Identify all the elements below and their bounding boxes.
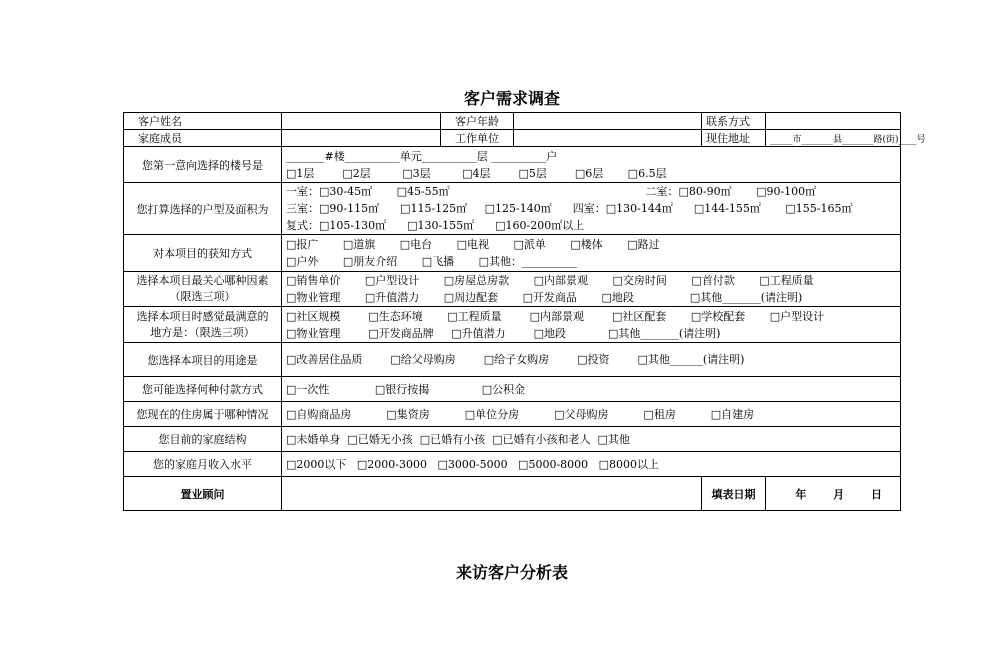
date-label: 填表日期 [702, 477, 766, 511]
page-title: 客户需求调查 [463, 89, 560, 108]
option-line[interactable]: □物业管理 □升值潜力 □周边配套 □开发商品 □地段 □其他_______(请注明) [286, 291, 803, 304]
customer-age-label: 客户年龄 [441, 113, 514, 130]
question-label-line: 选择本项目时感觉最满意的 地方是：（限选三项） [136, 309, 269, 339]
question-label: 您的家庭月收入水平 [124, 452, 282, 477]
contact-field[interactable] [766, 113, 901, 130]
family-label: 家庭成员 [124, 130, 282, 147]
option-line[interactable]: □1层 □2层 □3层 □4层 □5层 □6层 □6.5层 [286, 166, 667, 180]
question-options[interactable] [282, 452, 901, 477]
question-options[interactable] [282, 427, 901, 452]
option-line[interactable]: □户外 □朋友介绍 □飞播 □其他：__________ [286, 255, 577, 268]
option-line[interactable]: □报广 □道旗 □电台 □电视 □派单 □楼体 □路过 [286, 238, 660, 251]
question-row [124, 307, 901, 343]
option-line[interactable]: 复式：□105-130㎡ □130-155㎡ □160-200㎡以上 [286, 219, 585, 232]
contact-label: 联系方式 [702, 113, 766, 130]
customer-age-field[interactable] [514, 113, 702, 130]
header-row-1 [124, 113, 901, 130]
customer-name-label: 客户姓名 [124, 113, 282, 130]
option-line[interactable]: □社区规模 □生态环境 □工程质量 □内部景观 □社区配套 □学校配套 □户型设计 [286, 309, 825, 323]
question-label: 您第一意向选择的楼号是 [124, 147, 282, 183]
question-row [124, 402, 901, 427]
question-row [124, 272, 901, 307]
question-label: 您目前的家庭结构 [124, 427, 282, 452]
header-row-2 [124, 130, 901, 147]
survey-table [123, 112, 926, 511]
question-row [124, 147, 901, 183]
option-line[interactable]: □2000以下 □2000-3000 □3000-5000 □5000-8000 □8000以上 [286, 457, 660, 471]
option-line[interactable]: □一次性 □银行按揭 □公积金 [286, 382, 526, 396]
question-row [124, 427, 901, 452]
address-label: 现住地址 [702, 130, 766, 147]
option-line[interactable]: _______#楼__________单元__________层 __________户 [286, 149, 558, 163]
consultant-label: 置业顾问 [124, 477, 282, 511]
question-label: 对本项目的获知方式 [124, 235, 282, 272]
family-field[interactable] [282, 130, 441, 147]
question-row [124, 235, 901, 272]
question-options[interactable] [282, 402, 901, 427]
option-line[interactable]: □销售单价 □户型设计 □房屋总房款 □内部景观 □交房时间 □首付款 □工程质量 [286, 274, 814, 287]
question-label [124, 272, 282, 307]
option-line[interactable]: □自购商品房 □集资房 □单位分房 □父母购房 □租房 □自建房 [286, 407, 755, 421]
question-label-line: 选择本项目最关心哪种因素 （限选三项） [136, 274, 269, 303]
question-options[interactable] [282, 343, 901, 377]
footer-title: 来访客户分析表 [455, 563, 568, 582]
question-options[interactable] [282, 377, 901, 402]
work-unit-label: 工作单位 [441, 130, 514, 147]
consultant-field[interactable] [282, 477, 702, 511]
work-unit-field[interactable] [514, 130, 702, 147]
question-row [124, 377, 901, 402]
question-row [124, 183, 901, 235]
question-options[interactable] [282, 307, 901, 343]
customer-name-field[interactable] [282, 113, 441, 130]
address-field[interactable]: _____市_______县_______路(街)____号 [766, 130, 901, 147]
question-label: 您现在的住房属于哪种情况 [124, 402, 282, 427]
option-line[interactable]: □改善居住品质 □给父母购房 □给子女购房 □投资 □其他______(请注明) [286, 353, 745, 366]
question-options[interactable] [282, 183, 901, 235]
question-options[interactable] [282, 147, 901, 183]
question-row [124, 452, 901, 477]
question-label: 您打算选择的户型及面积为 [124, 183, 282, 235]
option-line[interactable]: □物业管理 □开发商品牌 □升值潜力 □地段 □其他_______(请注明) [286, 326, 721, 340]
option-line[interactable]: □未婚单身 □已婚无小孩 □已婚有小孩 □已婚有小孩和老人 □其他 [286, 432, 630, 446]
question-label: 您选择本项目的用途是 [124, 343, 282, 377]
question-label [124, 307, 282, 343]
date-field[interactable]: 年 月 日 [766, 477, 901, 511]
option-line[interactable]: 一室：□30-45㎡ □45-55㎡ 二室：□80-90㎡ □90-100㎡ [286, 185, 817, 198]
footer-row [124, 477, 901, 511]
question-options[interactable] [282, 235, 901, 272]
question-options[interactable] [282, 272, 901, 307]
option-line[interactable]: 三室：□90-115㎡ □115-125㎡ □125-140㎡ 四室：□130-144㎡ □144-155㎡ □155-165㎡ [286, 202, 853, 215]
question-label: 您可能选择何种付款方式 [124, 377, 282, 402]
question-row [124, 343, 901, 377]
